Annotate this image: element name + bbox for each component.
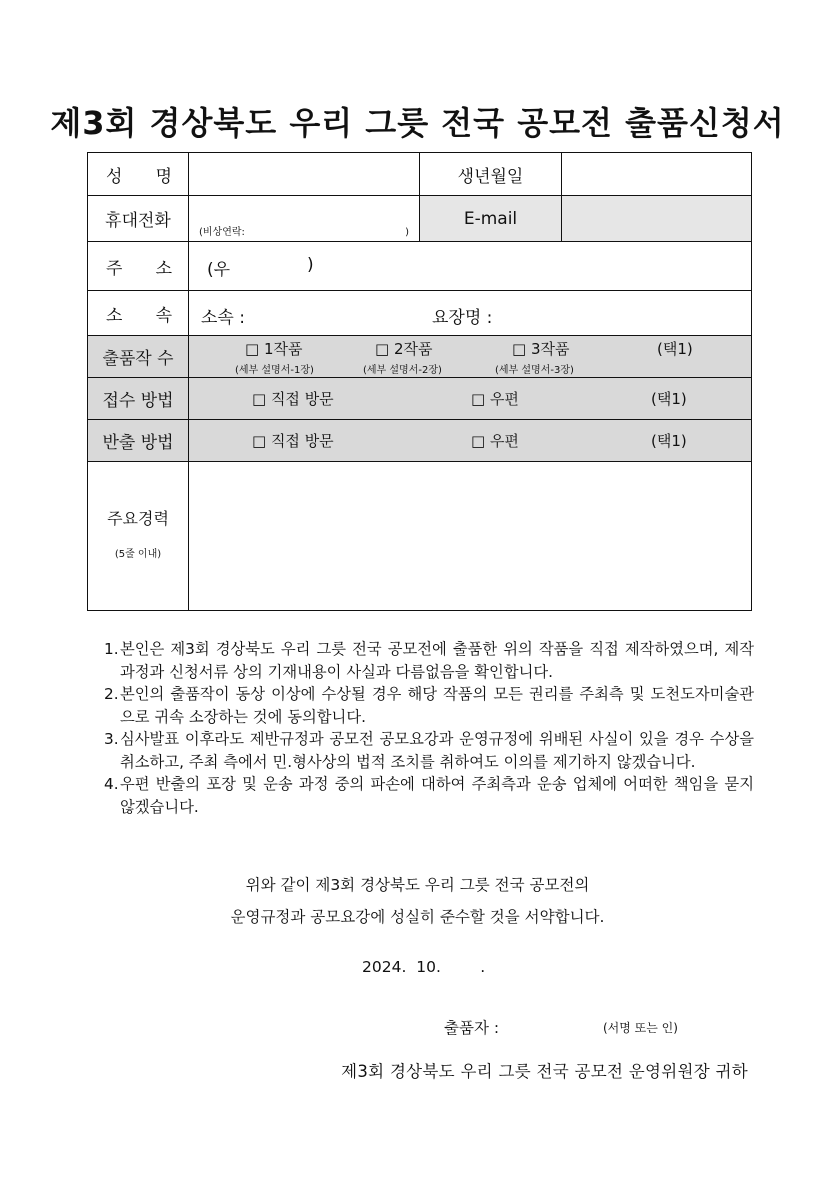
choose-one-note: (택1) — [657, 340, 693, 358]
phone-label: 휴대전화 — [88, 196, 189, 242]
pledge-line-2: 운영규정과 공모요강에 성실히 준수할 것을 서약합니다. — [230, 908, 605, 926]
pledge-line-1: 위와 같이 제3회 경상북도 우리 그릇 전국 공모전의 — [245, 876, 590, 894]
phone-field[interactable] — [189, 196, 420, 242]
application-date: 2024. 10. . — [362, 958, 486, 976]
entry-count-1-sub: (세부 설명서-1장) — [235, 365, 314, 376]
affiliation-label: 소 속 — [88, 291, 189, 336]
note-item: 4. 우편 반출의 포장 및 운송 과정 중의 파손에 대하여 주최측과 운송 업체에 어떠한 책임을 묻지 않겠습니다. — [104, 775, 754, 816]
email-label: E-mail — [420, 196, 562, 242]
email-field[interactable] — [562, 196, 752, 242]
receipt-method-options — [189, 378, 752, 420]
return-method-label: 반출 방법 — [88, 420, 189, 462]
application-form — [87, 152, 752, 611]
return-choose-one: (택1) — [651, 432, 687, 450]
pledge-statement — [0, 869, 835, 933]
postal-code-open: (우 — [207, 260, 231, 280]
name-label: 성 명 — [88, 153, 189, 196]
entry-count-3[interactable]: □ 3작품 — [512, 340, 570, 358]
name-field[interactable] — [189, 153, 420, 196]
affiliation-field[interactable] — [189, 291, 752, 336]
return-method-options — [189, 420, 752, 462]
career-limit-note: (5줄 이내) — [114, 549, 162, 560]
receipt-method-label: 접수 방법 — [88, 378, 189, 420]
kiln-name-text: 요장명 : — [432, 308, 493, 328]
emergency-contact-label: (비상연락: — [199, 227, 245, 238]
receipt-mail-option[interactable]: □ 우편 — [471, 390, 519, 408]
affiliation-text: 소속 : — [201, 308, 245, 328]
postal-code-close: ) — [307, 255, 314, 275]
career-field[interactable] — [189, 462, 752, 611]
career-title: 주요경력 — [107, 509, 169, 528]
return-visit-option[interactable]: □ 직접 방문 — [252, 432, 334, 450]
address-label: 주 소 — [88, 242, 189, 291]
receipt-choose-one: (택1) — [651, 390, 687, 408]
addressee: 제3회 경상북도 우리 그릇 전국 공모전 운영위원장 귀하 — [341, 1062, 748, 1081]
birth-label: 생년월일 — [420, 153, 562, 196]
entry-count-3-sub: (세부 설명서-3장) — [495, 365, 574, 376]
entry-count-2-sub: (세부 설명서-2장) — [363, 365, 442, 376]
address-field[interactable] — [189, 242, 752, 291]
signer-label: 출품자 : — [444, 1019, 500, 1037]
note-item: 3. 심사발표 이후라도 제반규정과 공모전 공모요강과 운영규정에 위배된 사실이 있을 경우 수상을 취소하고, 주최 측에서 민.형사상의 법적 조치를 취하여도 이의를 제기하지 않겠습니다. — [104, 730, 754, 771]
return-mail-option[interactable]: □ 우편 — [471, 432, 519, 450]
note-item: 2. 본인의 출품작이 동상 이상에 수상될 경우 해당 작품의 모든 권리를 주최측 및 도천도자미술관으로 귀속 소장하는 것에 동의합니다. — [104, 685, 754, 726]
signature-note: (서명 또는 인) — [603, 1021, 678, 1035]
page-title: 제3회 경상북도 우리 그릇 전국 공모전 출품신청서 — [50, 104, 785, 142]
career-label — [88, 462, 189, 611]
receipt-visit-option[interactable]: □ 직접 방문 — [252, 390, 334, 408]
entry-count-options — [189, 336, 752, 378]
entry-count-2[interactable]: □ 2작품 — [375, 340, 433, 358]
emergency-contact-close: ) — [405, 227, 409, 238]
note-item: 1. 본인은 제3회 경상북도 우리 그릇 전국 공모전에 출품한 위의 작품을 직접 제작하였으며, 제작과정과 신청서류 상의 기재내용이 사실과 다름없음을 확인합니다. — [104, 640, 754, 681]
agreement-notes — [104, 638, 754, 818]
entry-count-1[interactable]: □ 1작품 — [245, 340, 303, 358]
birth-field[interactable] — [562, 153, 752, 196]
entry-count-label: 출품작 수 — [88, 336, 189, 378]
